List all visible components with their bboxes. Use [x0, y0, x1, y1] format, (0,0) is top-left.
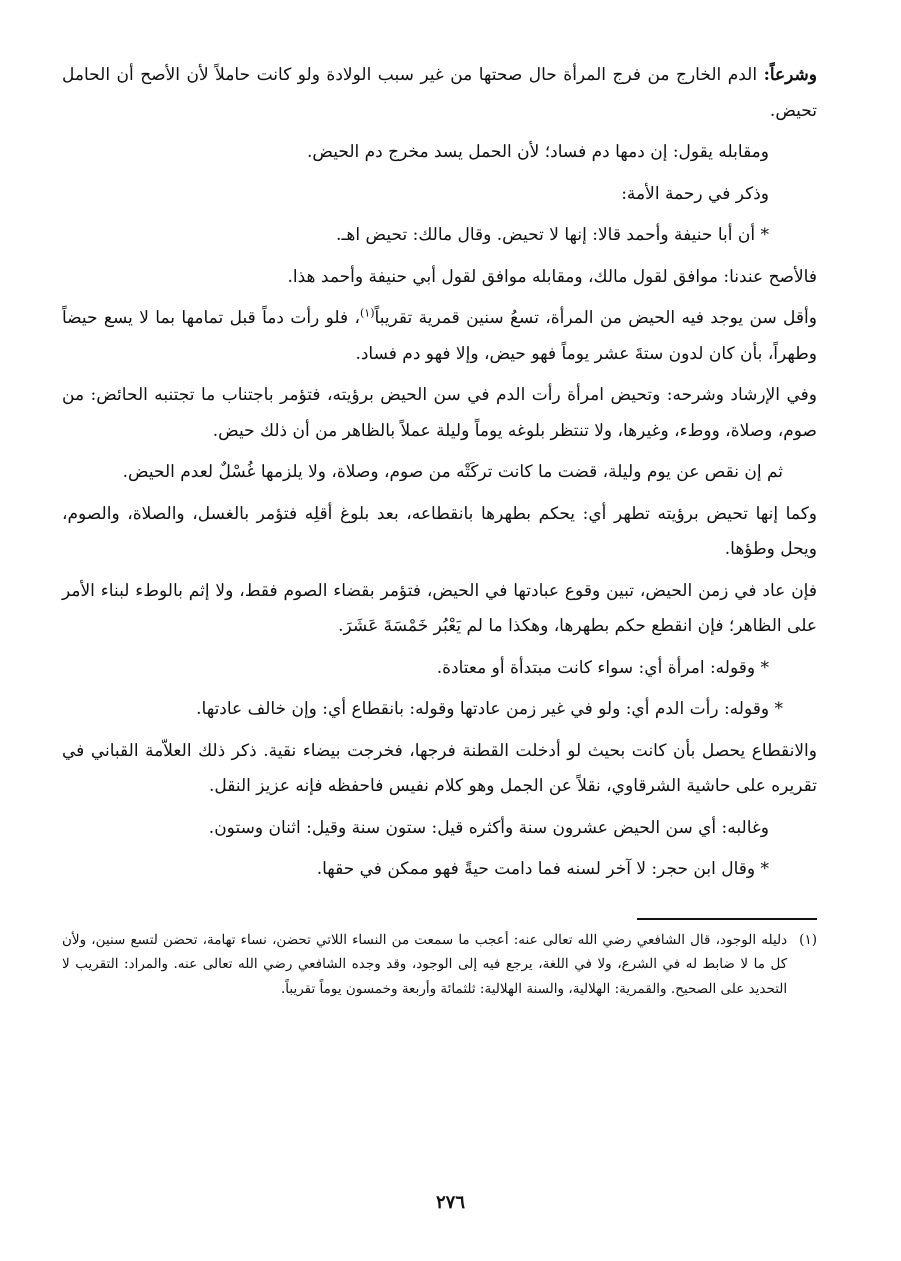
paragraph-lead: وشرعاً:	[763, 65, 817, 85]
paragraph: والانقطاع يحصل بأن كانت بحيث لو أدخلت القطنة فرجها، فخرجت بيضاء نقية. ذكر ذلك العلاّمة القباني في تقريره على حاشية الشرقاوي، نقلاً عن الجمل وهو كلام نفيس فاحفظه فإنه عزيز النقل.	[62, 740, 817, 796]
footnote-separator	[637, 918, 817, 920]
page-number: ٢٧٦	[435, 1192, 465, 1213]
paragraph: * وقال ابن حجر: لا آخر لسنه فما دامت حيةً فهو ممكن في حقها.	[316, 859, 769, 879]
paragraph: وذكر في رحمة الأمة:	[621, 183, 769, 204]
paragraph: فالأصح عندنا: موافق لقول مالك، ومقابله موافق لقول أبي حنيفة وأحمد هذا.	[287, 266, 817, 287]
paragraph-text: ، فلو رأت دماً قبل تمامها بما لا يسع حيضاً وطهراً، بأن كان لدون ستةَ عشر يوماً فهو حيض، وإلا فهو دم فساد.	[62, 308, 817, 364]
footnote	[62, 928, 817, 1002]
footnote-number: (١)	[799, 931, 817, 948]
paragraph: وغالبه: أي سن الحيض عشرون سنة وأكثره قيل: ستون سنة وقيل: اثنان وستون.	[208, 817, 769, 838]
paragraph-text: الدم الخارج من فرج المرأة حال صحتها من غير سبب الولادة ولو كانت حاملاً لأن الأصح أن الحامل تحيض.	[62, 65, 817, 121]
paragraph: ومقابله يقول: إن دمها دم فساد؛ لأن الحمل يسد مخرج دم الحيض.	[307, 142, 769, 162]
paragraph-text: وأقل سن يوجد فيه الحيض من المرأة، تسعُ سنين قمرية تقريباً	[374, 308, 817, 328]
paragraph: ثم إن نقص عن يوم وليلة، قضت ما كانت تركَتْه من صوم، وصلاة، ولا يلزمها غُسْلٌ لعدم الحيض.	[122, 462, 783, 482]
paragraph-sharan	[62, 58, 817, 129]
paragraph: فإن عاد في زمن الحيض، تبين وقوع عبادتها في الحيض، فتؤمر بقضاء الصوم فقط، ولا إثم بالوطء لبناء الأمر على الظاهر؛ فإن انقطع حكم بطهرها، وهكذا ما لم يَعْبُر خَمْسَةَ عَشَرَ.	[62, 580, 817, 636]
footnote-reference: (١)	[360, 306, 375, 320]
paragraph: * أن أبا حنيفة وأحمد قالا: إنها لا تحيض. وقال مالك: تحيض اهـ.	[336, 225, 769, 245]
paragraph: * وقوله: امرأة أي: سواء كانت مبتدأة أو معتادة.	[436, 657, 769, 678]
paragraph-min-age	[62, 301, 817, 372]
footnote-text: دليله الوجود، قال الشافعي رضي الله تعالى عنه: أعجب ما سمعت من النساء اللاتي تحضن، نساء تهامة، تحضن لتسع سنين، ولأن كل ما لا ضابط له في الشرع، ولا في اللغة، يرجع فيه إلى الوجود، وقد وجده الشافعي رضي الله تعالى عنه. والمراد: التقريب لا التحديد على الصحيح. والقمرية: الهلالية، والسنة الهلالية: ثلثمائة وأربعة وخمسون يوماً تقريباً.	[62, 931, 788, 997]
paragraph: وفي الإرشاد وشرحه: وتحيض امرأة رأت الدم في سن الحيض برؤيته، فتؤمر باجتناب ما تجتنبه الحائض: من صوم، وصلاة، ووطء، وغيرها، ولا تنتظر بلوغه يوماً وليلة عملاً بالظاهر من أن ذلك حيض.	[62, 385, 817, 441]
paragraph: وكما إنها تحيض برؤيته تطهر أي: يحكم بطهرها بانقطاعه، بعد بلوغ أقلِه فتؤمر بالغسل، والصلاة، والصوم، ويحل وطؤها.	[62, 503, 817, 559]
paragraph: * وقوله: رأت الدم أي: ولو في غير زمن عادتها وقوله: بانقطاع أي: وإن خالف عادتها.	[196, 699, 783, 719]
